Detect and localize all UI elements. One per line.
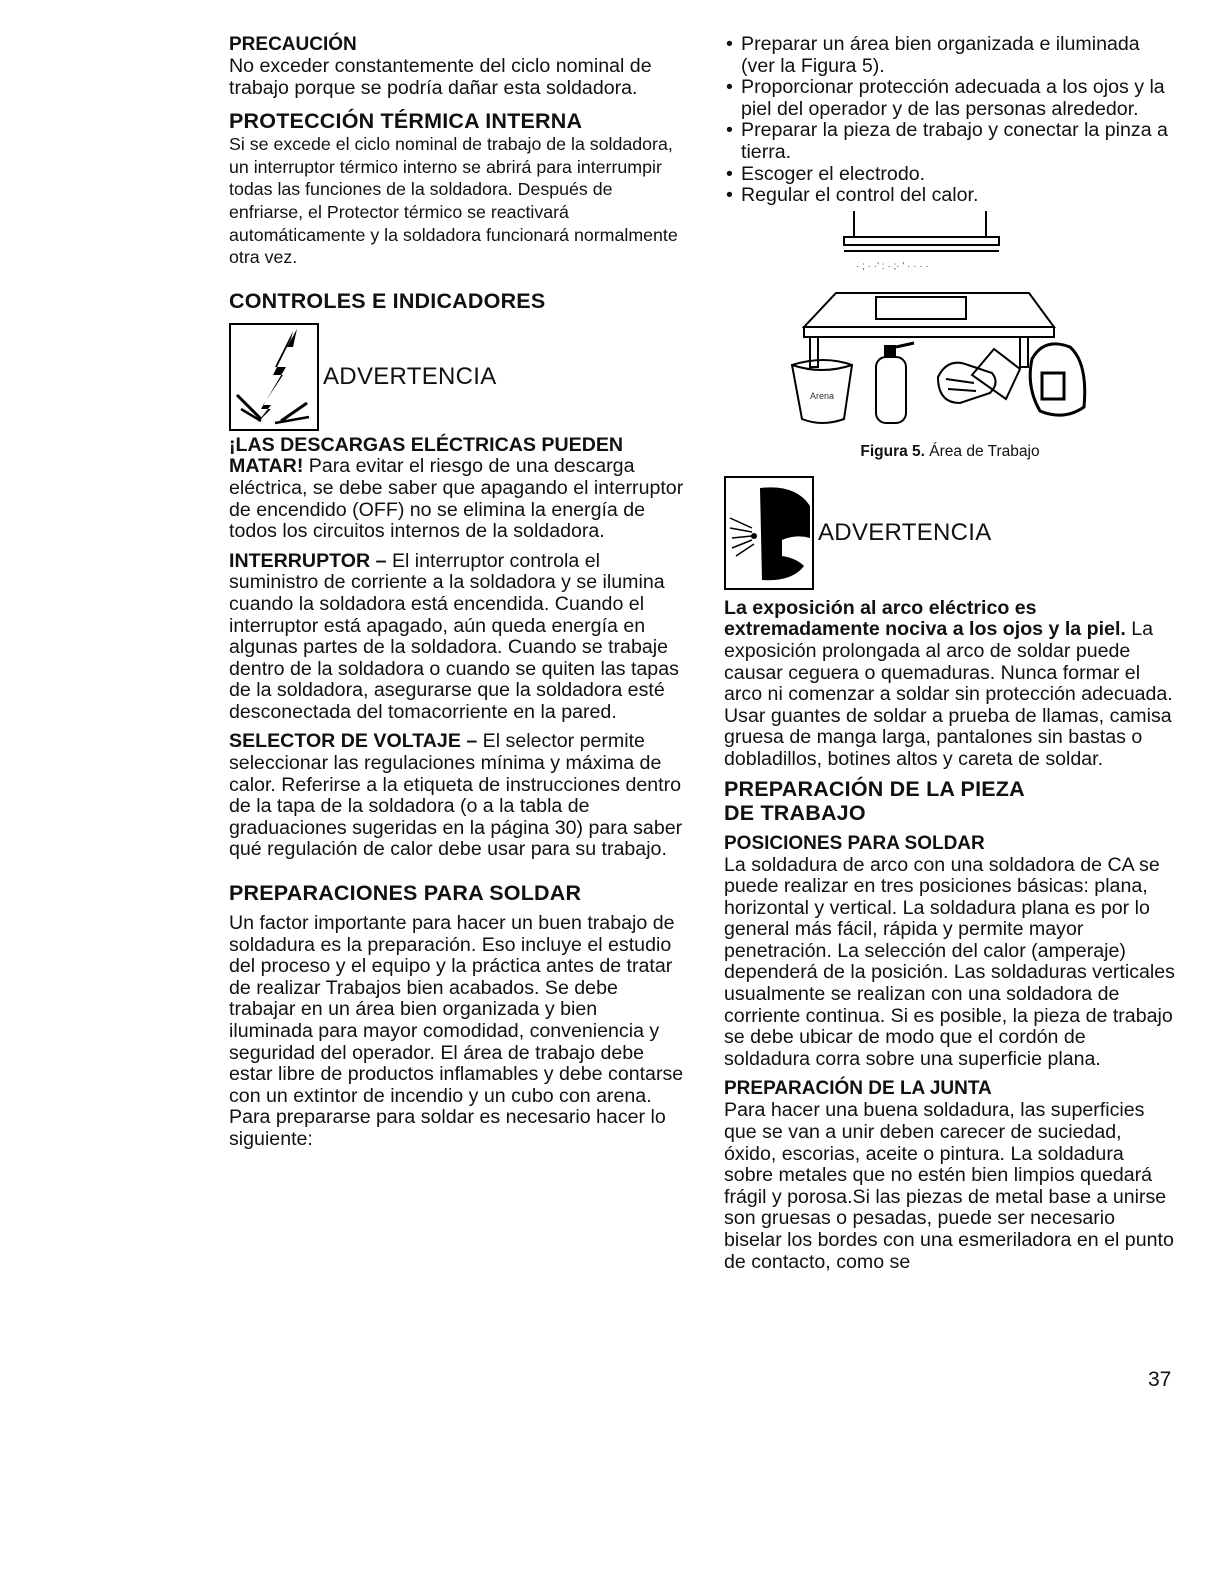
list-item: • Preparar la pieza de trabajo y conectar la pinza a tierra. [726,119,1168,163]
selector-paragraph [229,731,684,861]
proteccion-text: Si se excede el ciclo nominal de trabajo de la soldadora, un interruptor térmico interno se abrirá para interrumpir todas las funciones de la soldadora. Después de enfriarse, el Protector térmico se reactivará automáticamente y la soldadora funcionará normalmente otra vez. [229,134,678,268]
descargas-lead: ¡LAS DESCARGAS ELÉCTRICAS PUEDEN MATAR! [229,433,624,478]
selector-text: El selector permite seleccionar las regulaciones mínima y máxima de calor. Referirse a la etiqueta de instrucciones dentro de la tapa de la soldadora (o a la tabla de graduaciones sugeridas en la página 30) para saber qué regulación de calor debe usar para su trabajo. [229,730,683,861]
preparaciones-text-2: Para prepararse para soldar es necesario hacer lo siguiente: [229,1106,666,1150]
list-item: • Regular el control del calor. [726,184,979,207]
figure-caption-text: Área de Trabajo [925,442,1040,460]
electric-shock-icon [229,323,319,431]
exposicion-lead: La exposición al arco eléctrico es extremadamente nociva a los ojos y la piel. [724,596,1126,641]
preparation-list [724,34,1176,207]
descargas-paragraph [229,435,684,543]
work-area-figure [724,207,1176,462]
exposicion-text: La exposición prolongada al arco de soldar puede causar ceguera o quemaduras. Nunca formar el arco ni comenzar a soldar sin protección adecuada. Usar guantes de soldar a prueba de llamas, camisa gruesa de manga larga, pantalones sin bastas o dobladillos, botines altos y careta de soldar. [724,618,1173,770]
figure-caption-number: Figura 5. [860,442,925,460]
pieza-heading: PREPARACIÓN DE LA PIEZA DE TRABAJO [724,776,1025,825]
junta-text: Para hacer una buena soldadura, las superficies que se van a unir deben carecer de suciedad, óxido, escorias, aceite o pintura. La soldadura sobre metales que no estén bien limpios quedará frágil y porosa.Si las piezas de metal base a unirse son gruesas o pesadas, puede ser necesario biselar los bordes con una esmeriladora en el punto de contacto, como se [724,1099,1174,1273]
posiciones-text: La soldadura de arco con una soldadora de CA se puede realizar en tres posiciones básicas: plana, horizontal y vertical. La soldadura plana es por lo general más fácil, rápida y permite mayor penetración. La selección del calor (amperaje) dependerá de la posición. Las soldaduras verticales usualmente se realizan con una soldadora de corriente continua. Si es posible, la pieza de trabajo se debe ubicar de modo que el cordón de soldadura corra sobre una superficie plana. [724,853,1175,1070]
list-item: • Preparar un área bien organizada e iluminada (ver la Figura 5). [726,33,1140,77]
shock-warning-block [229,323,684,431]
page-number: 37 [1148,1368,1172,1391]
svg-text:· ; · ·' : · ;· ' · · · ·: · ; · ·' : · ;· ' · · · · [856,260,929,272]
precaucion-heading: PRECAUCIÓN [229,34,357,55]
preparaciones-text: Un factor importante para hacer un buen trabajo de soldadura es la preparación. Eso incluye el estudio del proceso y el equipo y la práctica antes de tratar de realizar Trabajos bien acabados. Se debe trabajar en un área bien organizada y bien iluminada para mayor comodidad, conveniencia y seguridad del operador. El área de trabajo debe estar libre de productos inflamables y debe contarse con un extintor de incendio y un cubo con arena. [229,912,684,1107]
list-item: • Proporcionar protección adecuada a los ojos y la piel del operador y de las personas alrededor. [726,76,1165,120]
exposicion-paragraph [724,598,1176,771]
interruptor-lead: INTERRUPTOR – [229,549,387,572]
interruptor-text: El interruptor controla el suministro de corriente a la soldadora y se ilumina cuando la soldadora está encendida. Cuando el interruptor está apagado, aún queda energía en algunas partes de la soldadora. Cuando se trabaje dentro de la soldadora o cuando se quiten las tapas de la soldadora, asegurarse que la soldadora esté desconectada del tomacorriente en la pared. [229,549,679,723]
junta-heading: PREPARACIÓN DE LA JUNTA [724,1078,992,1100]
precaucion-text: No exceder constantemente del ciclo nominal de trabajo porque se podría dañar esta soldadora. [229,55,652,99]
bucket-label: Arena [810,390,835,401]
preparaciones-heading: PREPARACIONES PARA SOLDAR [229,881,582,906]
work-area-illustration [724,207,1176,435]
descargas-text: Para evitar el riesgo de una descarga eléctrica, se debe saber que apagando el interruptor de encendido (OFF) no se elimina la energía de todos los circuitos internos de la soldadora. [229,455,684,543]
proteccion-heading: PROTECCIÓN TÉRMICA INTERNA [229,109,583,134]
figure-caption [724,442,1176,462]
controles-heading: CONTROLES E INDICADORES [229,288,546,313]
interruptor-paragraph [229,551,684,724]
arc-warning-block [724,476,1176,590]
warning-label: ADVERTENCIA [323,362,497,390]
arc-flash-icon [724,476,814,590]
left-column [229,34,684,1151]
warning-label: ADVERTENCIA [818,518,992,546]
right-column [724,34,1176,1273]
posiciones-heading: POSICIONES PARA SOLDAR [724,832,985,854]
selector-lead: SELECTOR DE VOLTAJE – [229,730,478,753]
list-item: • Escoger el electrodo. [726,162,926,185]
